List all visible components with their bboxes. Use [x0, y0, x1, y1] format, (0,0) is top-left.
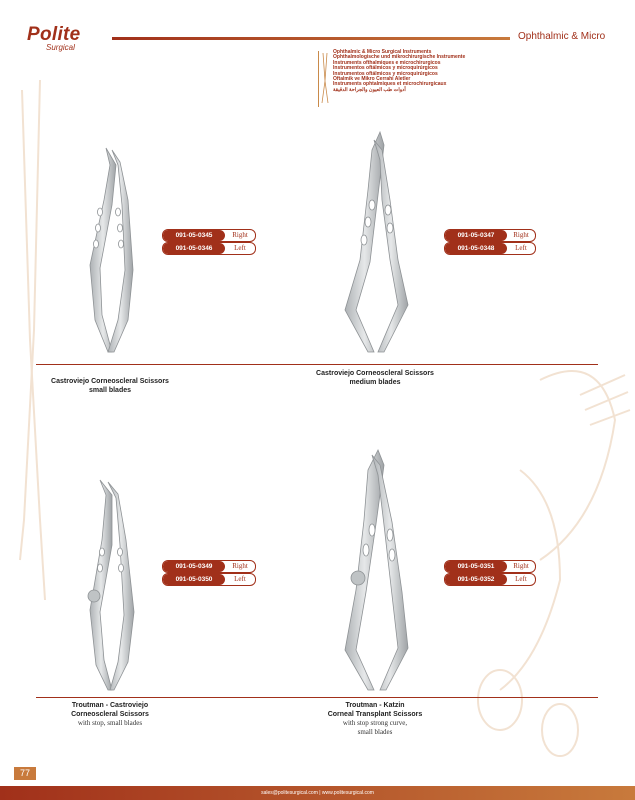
product-side: Right: [232, 562, 248, 570]
language-line: Oftalmik ve Mikro Cerrahi Aletler: [333, 76, 411, 83]
product-subtitle: small blades: [88, 386, 132, 394]
page-number: 77: [14, 767, 36, 780]
language-line: Instruments ophtalmiques et microchirurgicaux: [333, 81, 447, 88]
language-line: Ophthalmologische und mikrochirurgische Instrumente: [333, 54, 466, 61]
product-subtitle-line2: small blades: [357, 727, 393, 736]
product-code-tag: [162, 229, 256, 242]
product-subtitle: with stop strong curve,: [342, 719, 408, 727]
product-side: Left: [234, 575, 246, 583]
scissors-image-3: [88, 480, 134, 690]
product-code-tag: [444, 560, 536, 573]
product-title: Troutman - Katzin: [345, 702, 405, 709]
scissors-image-1: [90, 148, 133, 352]
product-side: Right: [232, 231, 248, 239]
product-side: Left: [515, 575, 527, 583]
section-divider: [36, 364, 598, 365]
product-caption-3: [30, 702, 190, 728]
product-caption-2: [295, 370, 455, 387]
product-code: 091-05-0348: [445, 243, 507, 254]
product-subtitle: medium blades: [349, 378, 401, 386]
product-code-tag: [162, 560, 256, 573]
product-title: Castroviejo Corneoscleral Scissors: [316, 370, 434, 377]
product-code-tag: [444, 229, 536, 242]
product-side: Left: [234, 244, 246, 252]
footer-contact: sales@politesurgical.com | www.politesurgical.com: [261, 790, 374, 796]
scissors-image-4: [345, 450, 408, 690]
product-code-tag: [444, 242, 536, 255]
product-code: 091-05-0347: [445, 230, 507, 241]
product-code: 091-05-0352: [445, 574, 507, 585]
brand-logo: Polite: [27, 24, 81, 45]
product-side: Left: [515, 244, 527, 252]
product-code: 091-05-0350: [163, 574, 225, 585]
scissors-image-2: [345, 132, 408, 352]
product-code-tag: [162, 573, 256, 586]
language-line: Instruments ofthalmiques e microchirurgicos: [333, 59, 441, 66]
category-title: Ophthalmic & Micro: [518, 31, 606, 42]
product-side: Right: [513, 562, 529, 570]
language-line: Ophthalmic & Micro Surgical Instruments: [333, 49, 432, 55]
product-title-line2: Corneoscleral Scissors: [71, 710, 149, 718]
product-side: Right: [513, 231, 529, 239]
language-line: أدوات طب العيون والجراحة الدقيقة: [333, 86, 406, 93]
product-code: 091-05-0345: [163, 230, 225, 241]
product-code: 091-05-0349: [163, 561, 225, 572]
brand-logo-subtitle: Surgical: [46, 43, 75, 52]
product-code: 091-05-0346: [163, 243, 225, 254]
section-divider: [36, 697, 598, 698]
product-title: Troutman - Castroviejo: [71, 702, 149, 709]
product-title-line2: Corneal Transplant Scissors: [327, 710, 423, 718]
language-line: Instrumentos oftálmicos y microquirúrgicos: [333, 70, 438, 77]
product-caption-4: [295, 702, 455, 736]
product-subtitle: with stop, small blades: [77, 719, 143, 727]
product-code-tag: [444, 573, 536, 586]
product-code-tag: [162, 242, 256, 255]
product-caption-1: [30, 378, 190, 395]
product-title: Castroviejo Corneoscleral Scissors: [51, 378, 169, 385]
product-code: 091-05-0351: [445, 561, 507, 572]
language-line: Instrumentos oftálmicos y microquirúrgicos: [333, 65, 438, 72]
